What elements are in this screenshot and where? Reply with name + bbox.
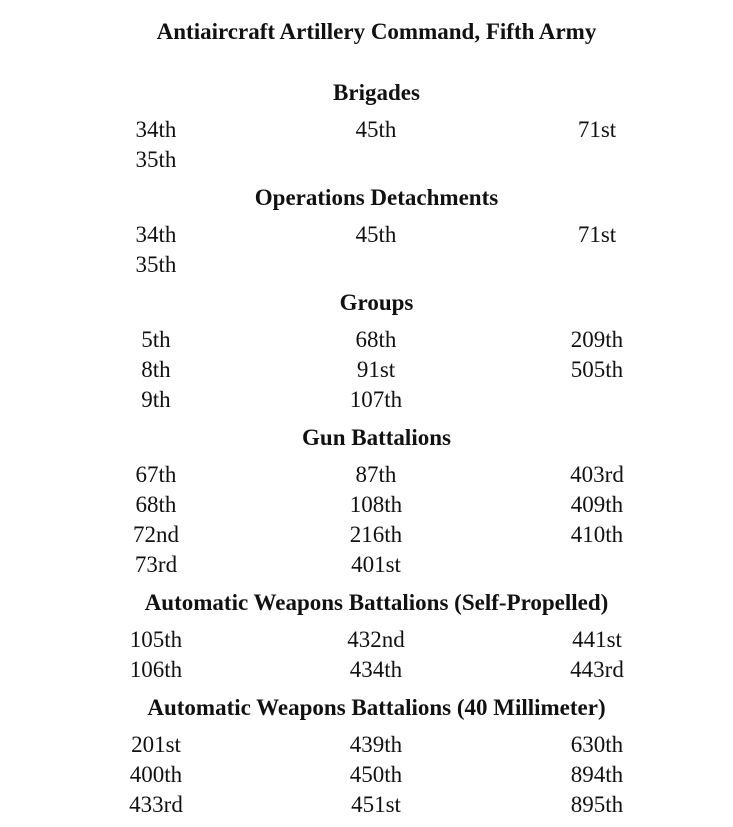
unit-entry: 71st [577,117,617,142]
unit-entry: 410th [570,522,624,547]
unit-entry: 91st [356,357,396,382]
unit-entry: 35th [135,252,177,277]
unit-entry: 434th [349,657,403,682]
unit-entry: 409th [570,492,624,517]
section-heading-gun-battalions: Gun Battalions [302,425,451,450]
section-heading-operations-detachments: Operations Detachments [254,185,499,210]
unit-entry: 67th [135,462,177,487]
unit-entry: 106th [129,657,183,682]
section-heading-automatic-weapons-battalions-self-propelled: Automatic Weapons Battalions (Self-Propelled) [144,590,609,615]
unit-entry: 450th [349,762,403,787]
section-heading-groups: Groups [339,290,414,315]
unit-entry: 71st [577,222,617,247]
unit-entry: 68th [355,327,397,352]
unit-entry: 630th [570,732,624,757]
unit-entry: 34th [135,117,177,142]
unit-entry: 894th [570,762,624,787]
unit-entry: 107th [349,387,403,412]
unit-entry: 443rd [570,657,624,682]
unit-entry: 68th [135,492,177,517]
unit-entry: 45th [355,117,397,142]
unit-entry: 87th [355,462,397,487]
unit-entry: 5th [141,327,171,352]
unit-entry: 432nd [347,627,405,652]
unit-entry: 34th [135,222,177,247]
section-heading-automatic-weapons-battalions-40-millimeter: Automatic Weapons Battalions (40 Millimeter) [147,695,606,720]
unit-entry: 8th [141,357,171,382]
section-heading-brigades: Brigades [333,80,420,105]
unit-entry: 105th [129,627,183,652]
unit-entry: 439th [349,732,403,757]
unit-entry: 433rd [129,792,183,817]
unit-entry: 45th [355,222,397,247]
unit-entry: 35th [135,147,177,172]
unit-entry: 108th [349,492,403,517]
unit-entry: 403rd [570,462,624,487]
unit-entry: 895th [570,792,624,817]
unit-entry: 451st [351,792,401,817]
unit-entry: 401st [351,552,401,577]
unit-entry: 209th [570,327,624,352]
unit-entry: 441st [572,627,622,652]
document-title: Antiaircraft Artillery Command, Fifth Army [156,19,597,44]
unit-entry: 201st [131,732,181,757]
unit-entry: 505th [570,357,624,382]
unit-entry: 9th [141,387,171,412]
unit-entry: 72nd [133,522,179,547]
unit-entry: 216th [349,522,403,547]
unit-entry: 400th [129,762,183,787]
unit-entry: 73rd [134,552,178,577]
